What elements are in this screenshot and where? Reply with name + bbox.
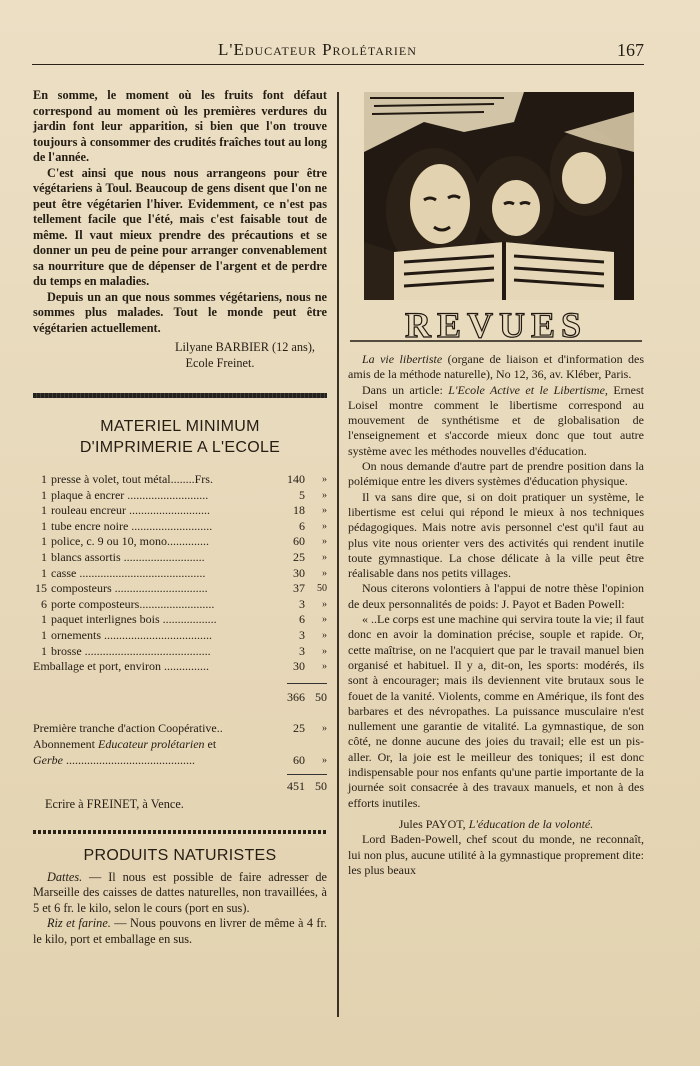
abonnement-et: et <box>204 737 217 751</box>
page-number: 167 <box>617 40 644 60</box>
cooperative-rows <box>33 721 327 768</box>
cooperative-amount: 25 <box>293 721 305 736</box>
materiel-heading <box>33 416 327 458</box>
materiel-label: composteurs ............................... <box>51 581 208 596</box>
materiel-qty: 6 <box>41 596 47 611</box>
materiel-label: paquet interlignes bois .................. <box>51 612 217 627</box>
materiel-item <box>33 628 327 644</box>
materiel-qty: 1 <box>41 565 47 580</box>
materiel-label: ornements .................................... <box>51 628 212 643</box>
revues-title <box>348 305 644 343</box>
letter-paragraph: C'est ainsi que nous nous arrangeons pour être végétariens à Toul. Beaucoup de gens disent que l'on ne peut être végétarien l'hiver. Evidemment, ce n'est pas tellement facile que l'été, mais c'est faisable tout de même. Il vaut mieux prendre des précautions et se donner un peu de peine pour arranger convenablement sa nourriture que de dépenser de l'argent et de perdre du temps en maladies. <box>33 165 327 288</box>
abonnement-row <box>33 737 327 753</box>
letter-school: Ecole Freinet. <box>185 355 255 370</box>
body-paragraph: Il va sans dire que, si on doit pratiquer un système, le libertisme est celui qui répond le mieux à nos techniques pédagogiques. Mais notre avis personnel c'est qu'il faut au plus vite nous orienter vers des activités qui rendent inutile toute gymnastique. La chose délicate à la ville peut être réalisable dans nos petits villages. <box>348 489 644 581</box>
materiel-list <box>33 472 327 675</box>
riz-paragraph <box>33 916 327 947</box>
materiel-amount: 5 <box>299 487 305 502</box>
abonnement-prefix: Abonnement <box>33 737 98 751</box>
body-paragraph: Nous citerons volontiers à l'appui de notre thèse l'opinion de deux personnalités de poids: J. Payot et Baden Powell: <box>348 581 644 611</box>
journal-title: L'Educateur Prolétarien <box>218 40 417 59</box>
subtotal-row <box>33 690 327 706</box>
materiel-suffix: » <box>322 614 327 626</box>
materiel-qty: 15 <box>35 581 47 596</box>
materiel-item <box>33 612 327 628</box>
cooperative-suffix: » <box>322 723 327 735</box>
materiel-suffix: » <box>322 474 327 486</box>
materiel-item <box>33 659 327 675</box>
materiel-label: blancs assortis ........................... <box>51 550 205 565</box>
letter-signature: Lilyane BARBIER (12 ans), <box>174 340 315 354</box>
article-paragraph <box>348 383 644 459</box>
materiel-amount: 3 <box>299 643 305 658</box>
materiel-amount: 25 <box>293 550 305 565</box>
subtotal-amount: 366 <box>287 689 305 704</box>
materiel-item <box>33 597 327 613</box>
materiel-qty: 1 <box>41 503 47 518</box>
materiel-amount: 30 <box>293 659 305 674</box>
letter-paragraph: Depuis un an que nous sommes végétariens, nous ne sommes plus malades. Tout le monde peut être végétarien actuellement. <box>33 289 327 335</box>
materiel-label: brosse .......................................... <box>51 643 211 658</box>
materiel-item <box>33 566 327 582</box>
materiel-amount: 18 <box>293 503 305 518</box>
materiel-label: tube encre noire ........................... <box>51 518 213 533</box>
vie-libertiste-paragraph <box>348 352 644 383</box>
materiel-qty: 1 <box>41 643 47 658</box>
sum-rule <box>287 774 327 775</box>
materiel-qty: 1 <box>41 550 47 565</box>
dattes-text: — Il nous est possible de faire adresser de Marseille des caisses de dattes naturelles, non travaillées, à 5 et 6 fr. le kilo, selon le cours (port en sus). <box>33 869 327 915</box>
total-row <box>33 779 327 795</box>
materiel-suffix: » <box>322 520 327 532</box>
page-header <box>32 40 644 65</box>
article-title: L'Ecole Active et le Libertisme, <box>448 382 608 397</box>
materiel-suffix: » <box>322 630 327 642</box>
materiel-label: plaque à encrer ........................... <box>51 487 209 502</box>
gerbe-row: Gerbe ........................................... 60 » <box>33 752 327 767</box>
materiel-suffix: » <box>322 536 327 548</box>
materiel-item <box>33 503 327 519</box>
body-paragraph: Lord Baden-Powell, chef scout du monde, ne reconnaît, lui non plus, aucune utilité à la gymnastique proprement dite: les plus beaux <box>348 832 644 877</box>
materiel-amount: 3 <box>299 628 305 643</box>
materiel-suffix: » <box>322 567 327 579</box>
materiel-item <box>33 519 327 535</box>
materiel-amount: 140 <box>287 472 305 487</box>
materiel-item <box>33 534 327 550</box>
vie-libertiste-text: (organe de liaison et d'information des amis de la méthode naturelle), No 12, 36, av. Kléber, Paris. <box>348 352 644 382</box>
materiel-qty: 1 <box>41 612 47 627</box>
payot-name: Jules PAYOT, <box>398 816 469 831</box>
cooperative-row <box>33 721 327 737</box>
materiel-suffix: » <box>322 661 327 673</box>
materiel-suffix: 50 <box>317 583 327 595</box>
cooperative-label: Première tranche d'action Coopérative.. <box>33 721 223 736</box>
materiel-amount: 6 <box>299 518 305 533</box>
materiel-label: presse à volet, tout métal........Frs. <box>51 472 213 487</box>
left-column <box>33 88 327 947</box>
materiel-suffix: » <box>322 505 327 517</box>
gerbe-label: Gerbe <box>33 752 63 767</box>
materiel-suffix: » <box>322 552 327 564</box>
materiel-suffix: » <box>322 598 327 610</box>
materiel-label: police, c. 9 ou 10, mono.............. <box>51 534 209 549</box>
payot-book: L'éducation de la volonté. <box>468 816 594 831</box>
materiel-amount: 6 <box>299 612 305 627</box>
materiel-suffix: » <box>322 489 327 501</box>
column-divider <box>337 92 339 1017</box>
materiel-item <box>33 488 327 504</box>
materiel-amount: 37 <box>293 581 305 596</box>
dattes-paragraph <box>33 870 327 917</box>
riz-text: — Nous pouvons en livrer de même à 4 fr. le kilo, port et emballage en sus. <box>33 916 327 946</box>
vegetarian-letter <box>33 88 327 336</box>
payot-quote: « ..Le corps est une machine qui servira toute la vie; il faut donc en avoir la domination précise, souple et rapide. Or, cette maîtrise, on ne l'acquiert que par le travail manuel bien organisé et habituel. Il y a, dit-on, les sports: modérés, ils sont à encourager; mais ils deviennent vite brutaux sous le fouet de la vanité. Violents, comme en Amérique, ils font des barbares et des névropathes. La puissance musculaire n'est nullement une garantie de vitalité. La gymnastique, de son côté, ne donne aucune des joies du travail; elle est un pis-aller. Or, la joie est le meilleur des toniques; il est donc indispensable pour nos enfants qu'une partie importante de la journée soit consacrée à des travaux manuels, et non à des efforts inutiles. <box>348 612 644 810</box>
gerbe-suffix: » <box>322 754 327 766</box>
materiel-qty: 1 <box>41 487 47 502</box>
materiel-item <box>33 644 327 660</box>
section-divider <box>33 393 327 398</box>
materiel-label: rouleau encreur ........................... <box>51 503 210 518</box>
materiel-amount: 30 <box>293 565 305 580</box>
gerbe-amount: 60 <box>293 752 305 767</box>
abonnement-title: Educateur prolétarien <box>98 737 205 751</box>
materiel-label: Emballage et port, environ ............... <box>33 659 209 674</box>
materiel-title-line: MATERIEL MINIMUM <box>100 418 260 435</box>
materiel-item <box>33 472 327 488</box>
materiel-qty: 1 <box>41 518 47 533</box>
materiel-amount: 60 <box>293 534 305 549</box>
body-paragraph: On nous demande d'autre part de prendre position dans la polémique entre les divers systèmes d'éducation physique. <box>348 459 644 489</box>
section-divider-dotted <box>33 830 327 834</box>
materiel-item <box>33 550 327 566</box>
materiel-amount: 3 <box>299 596 305 611</box>
sum-rule <box>287 683 327 684</box>
ecrire-line: Ecrire à FREINET, à Vence. <box>45 796 184 811</box>
riz-label: Riz et farine. <box>47 916 111 931</box>
right-column <box>348 352 644 878</box>
letter-paragraph: En somme, le moment où les fruits font défaut correspond au moment où les premières verdures du jardin font leur apparition, si bien que l'on trouve toujours à consommer des crudités fraîches tout au long de l'année. <box>33 88 327 164</box>
vie-libertiste-title: La vie libertiste <box>362 352 443 366</box>
article-post: Ernest Loisel montre comment le libertisme correspond au mouvement de synthétisme et de globalisation de l'enseignement et s'accorde mieux donc que tout autre système avec les méthodes nouvelles d'éducation. <box>348 382 644 458</box>
materiel-qty: 1 <box>41 534 47 549</box>
produits-heading: PRODUITS NATURISTES <box>83 847 277 865</box>
total-cents: 50 <box>315 779 327 794</box>
article-pre: Dans un article: <box>362 382 449 397</box>
total-amount: 451 <box>287 779 305 794</box>
dattes-label: Dattes. <box>47 869 83 884</box>
subtotal-cents: 50 <box>315 689 327 704</box>
materiel-label: porte composteurs......................... <box>51 596 215 611</box>
quote-attribution <box>348 817 644 832</box>
woodcut-readers-illustration <box>364 92 634 300</box>
materiel-title-line: D'IMPRIMERIE A L'ECOLE <box>79 439 281 456</box>
materiel-qty: 1 <box>41 472 47 487</box>
materiel-suffix: » <box>322 645 327 657</box>
materiel-item <box>33 581 327 597</box>
materiel-label: casse .......................................... <box>51 565 206 580</box>
materiel-qty: 1 <box>41 628 47 643</box>
revues-title-text: REVUES <box>404 305 588 343</box>
